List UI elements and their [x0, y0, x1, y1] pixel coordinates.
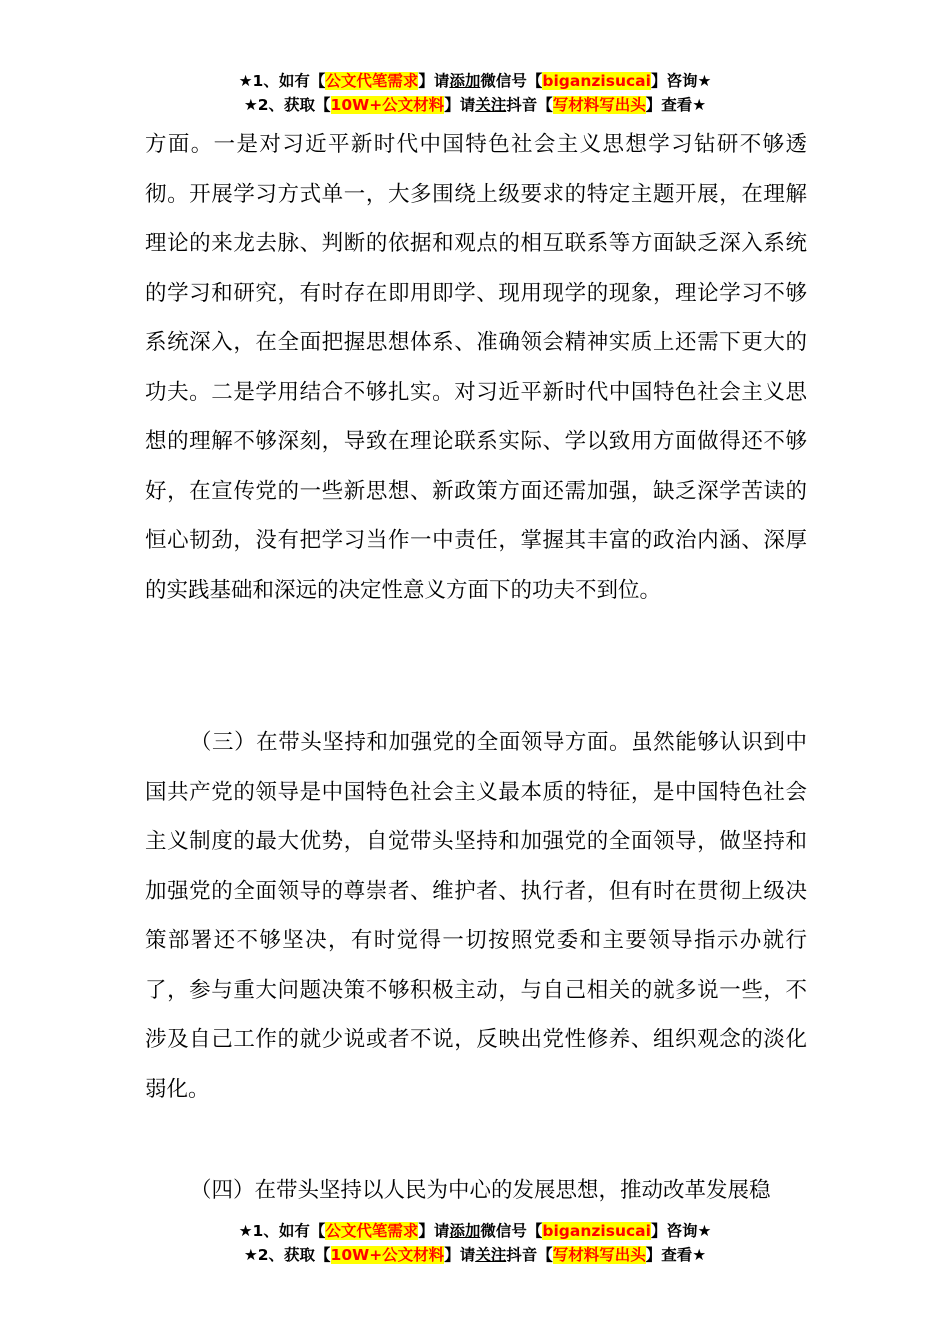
highlight-douyin-account: 写材料写出头 [552, 1246, 646, 1264]
footer-banner [0, 1219, 950, 1267]
header-banner [0, 69, 950, 117]
body-paragraph-3: （四）在带头坚持以人民为中心的发展思想，推动改革发展稳 [190, 1178, 771, 1203]
banner-line-1: ★1、如有【公文代笔需求】请添加微信号【biganzisucai】咨询★ [238, 72, 712, 90]
highlight-douyin-account: 写材料写出头 [552, 96, 646, 114]
highlight-writing-service: 公文代笔需求 [325, 1222, 419, 1240]
highlight-materials: 10W+公文材料 [330, 1246, 445, 1264]
banner-line-2: ★2、获取【10W+公文材料】请关注抖音【写材料写出头】查看★ [243, 1246, 707, 1264]
highlight-wechat-id: biganzisucai [542, 1222, 651, 1240]
highlight-wechat-id: biganzisucai [542, 72, 651, 90]
highlight-writing-service: 公文代笔需求 [325, 72, 419, 90]
body-paragraph-1: 方面。一是对习近平新时代中国特色社会主义思想学习钻研不够透彻。开展学习方式单一，大多围绕上级要求的特定主题开展，在理解理论的来龙去脉、判断的依据和观点的相互联系等方面缺乏深入系统的学习和研究，有时存在即用即学、现用现学的现象，理论学习不够系统深入，在全面把握思想体系、准确领会精神实质上还需下更大的功夫。二是学用结合不够扎实。对习近平新时代中国特色社会主义思想的理解不够深刻，导致在理论联系实际、学以致用方面做得还不够好，在宣传党的一些新思想、新政策方面还需加强，缺乏深学苦读的恒心韧劲，没有把学习当作一中责任，掌握其丰富的政治内涵、深厚的实践基础和深远的决定性意义方面下的功夫不到位。 [145, 132, 807, 603]
highlight-materials: 10W+公文材料 [330, 96, 445, 114]
body-paragraph-2: （三）在带头坚持和加强党的全面领导方面。虽然能够认识到中国共产党的领导是中国特色社会主义最本质的特征，是中国特色社会主义制度的最大优势，自觉带头坚持和加强党的全面领导，做坚持和加强党的全面领导的尊崇者、维护者、执行者，但有时在贯彻上级决策部署还不够坚决，有时觉得一切按照党委和主要领导指示办就行了，参与重大问题决策不够积极主动，与自己相关的就多说一些，不涉及自己工作的就少说或者不说，反映出党性修养、组织观念的淡化弱化。 [145, 730, 807, 1102]
banner-line-1: ★1、如有【公文代笔需求】请添加微信号【biganzisucai】咨询★ [238, 1222, 712, 1240]
banner-line-2: ★2、获取【10W+公文材料】请关注抖音【写材料写出头】查看★ [243, 96, 707, 114]
